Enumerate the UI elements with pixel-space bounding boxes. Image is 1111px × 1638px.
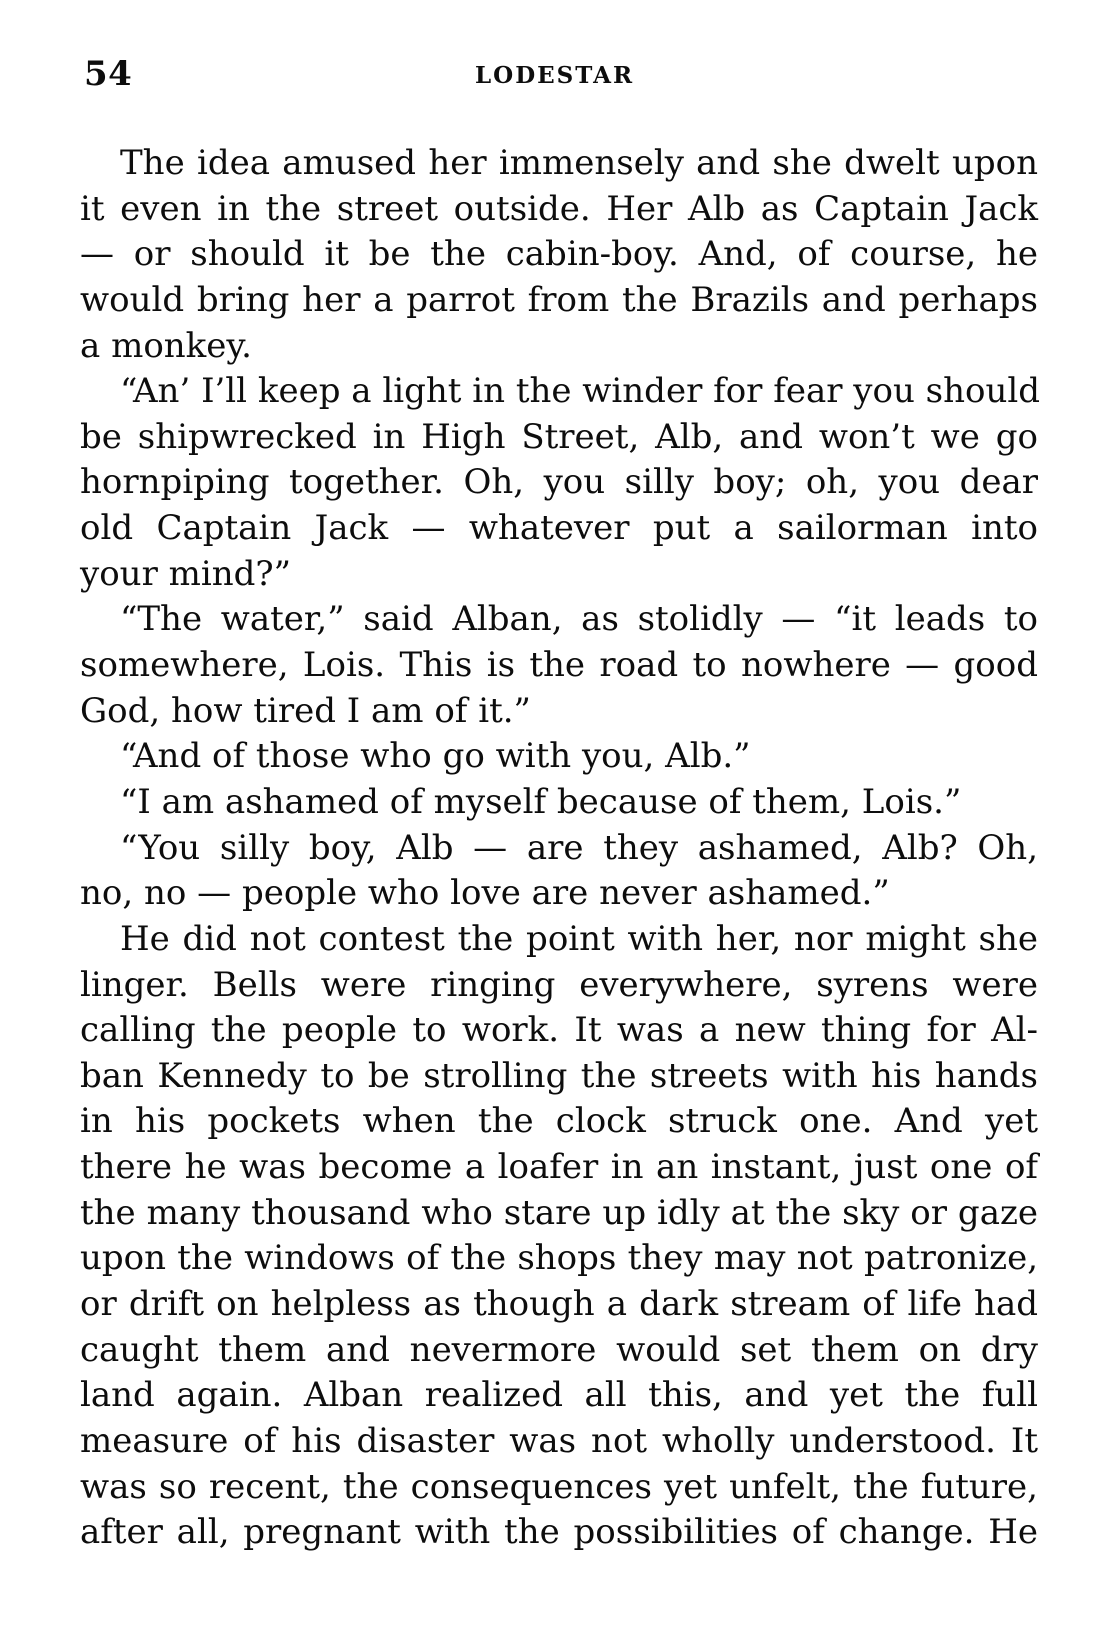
- text-line: was so recent, the consequences yet unfelt, the future,: [80, 1466, 1038, 1507]
- text-line: The idea amused her immensely and she dwelt upon: [120, 143, 1038, 183]
- text-line: caught them and nevermore would set them on dry: [80, 1329, 1038, 1370]
- text-line: upon the windows of the shops they may not patronize,: [80, 1238, 1038, 1279]
- running-title: LODESTAR: [475, 62, 635, 89]
- text-line: be shipwrecked in High Street, Alb, and won’t we go: [80, 416, 1038, 457]
- text-line: ban Kennedy to be strolling the streets with his hands: [80, 1055, 1038, 1096]
- text-line: your mind?”: [80, 553, 292, 594]
- text-line: calling the people to work. It was a new thing for Al-: [80, 1010, 1038, 1051]
- text-line: it even in the street outside. Her Alb as Captain Jack: [80, 188, 1038, 229]
- text-line: — or should it be the cabin-boy. And, of course, he: [80, 234, 1038, 275]
- text-line: God, how tired I am of it.”: [80, 690, 531, 731]
- text-line: no, no — people who love are never ashamed.”: [80, 873, 890, 914]
- text-line: “An’ I’ll keep a light in the winder for fear you should: [120, 371, 1041, 412]
- text-line: “And of those who go with you, Alb.”: [120, 736, 751, 777]
- text-line: somewhere, Lois. This is the road to nowhere — good: [80, 645, 1038, 686]
- text-line: “You silly boy, Alb — are they ashamed, Alb? Oh,: [120, 827, 1038, 868]
- body-text: [80, 141, 1041, 1556]
- text-line: He did not contest the point with her, nor might she: [120, 918, 1038, 959]
- text-line: linger. Bells were ringing everywhere, syrens were: [80, 964, 1038, 1005]
- text-line: in his pockets when the clock struck one. And yet: [80, 1101, 1038, 1142]
- text-line: a monkey.: [80, 325, 252, 366]
- text-line: would bring her a parrot from the Brazils and perhaps: [80, 279, 1038, 320]
- text-line: old Captain Jack — whatever put a sailorman into: [80, 508, 1038, 549]
- text-line: after all, pregnant with the possibilities of change. He: [80, 1512, 1038, 1553]
- text-line: measure of his disaster was not wholly understood. It: [80, 1420, 1038, 1461]
- text-line: hornpiping together. Oh, you silly boy; oh, you dear: [80, 462, 1038, 503]
- page-number: 54: [84, 54, 133, 94]
- text-line: there he was become a loafer in an instant, just one of: [80, 1147, 1038, 1188]
- text-line: or drift on helpless as though a dark stream of life had: [80, 1284, 1038, 1325]
- text-line: “The water,” said Alban, as stolidly — “it leads to: [120, 599, 1038, 640]
- text-line: “I am ashamed of myself because of them, Lois.”: [120, 781, 962, 822]
- text-line: the many thousand who stare up idly at the sky or gaze: [80, 1192, 1038, 1233]
- text-line: land again. Alban realized all this, and yet the full: [80, 1375, 1038, 1416]
